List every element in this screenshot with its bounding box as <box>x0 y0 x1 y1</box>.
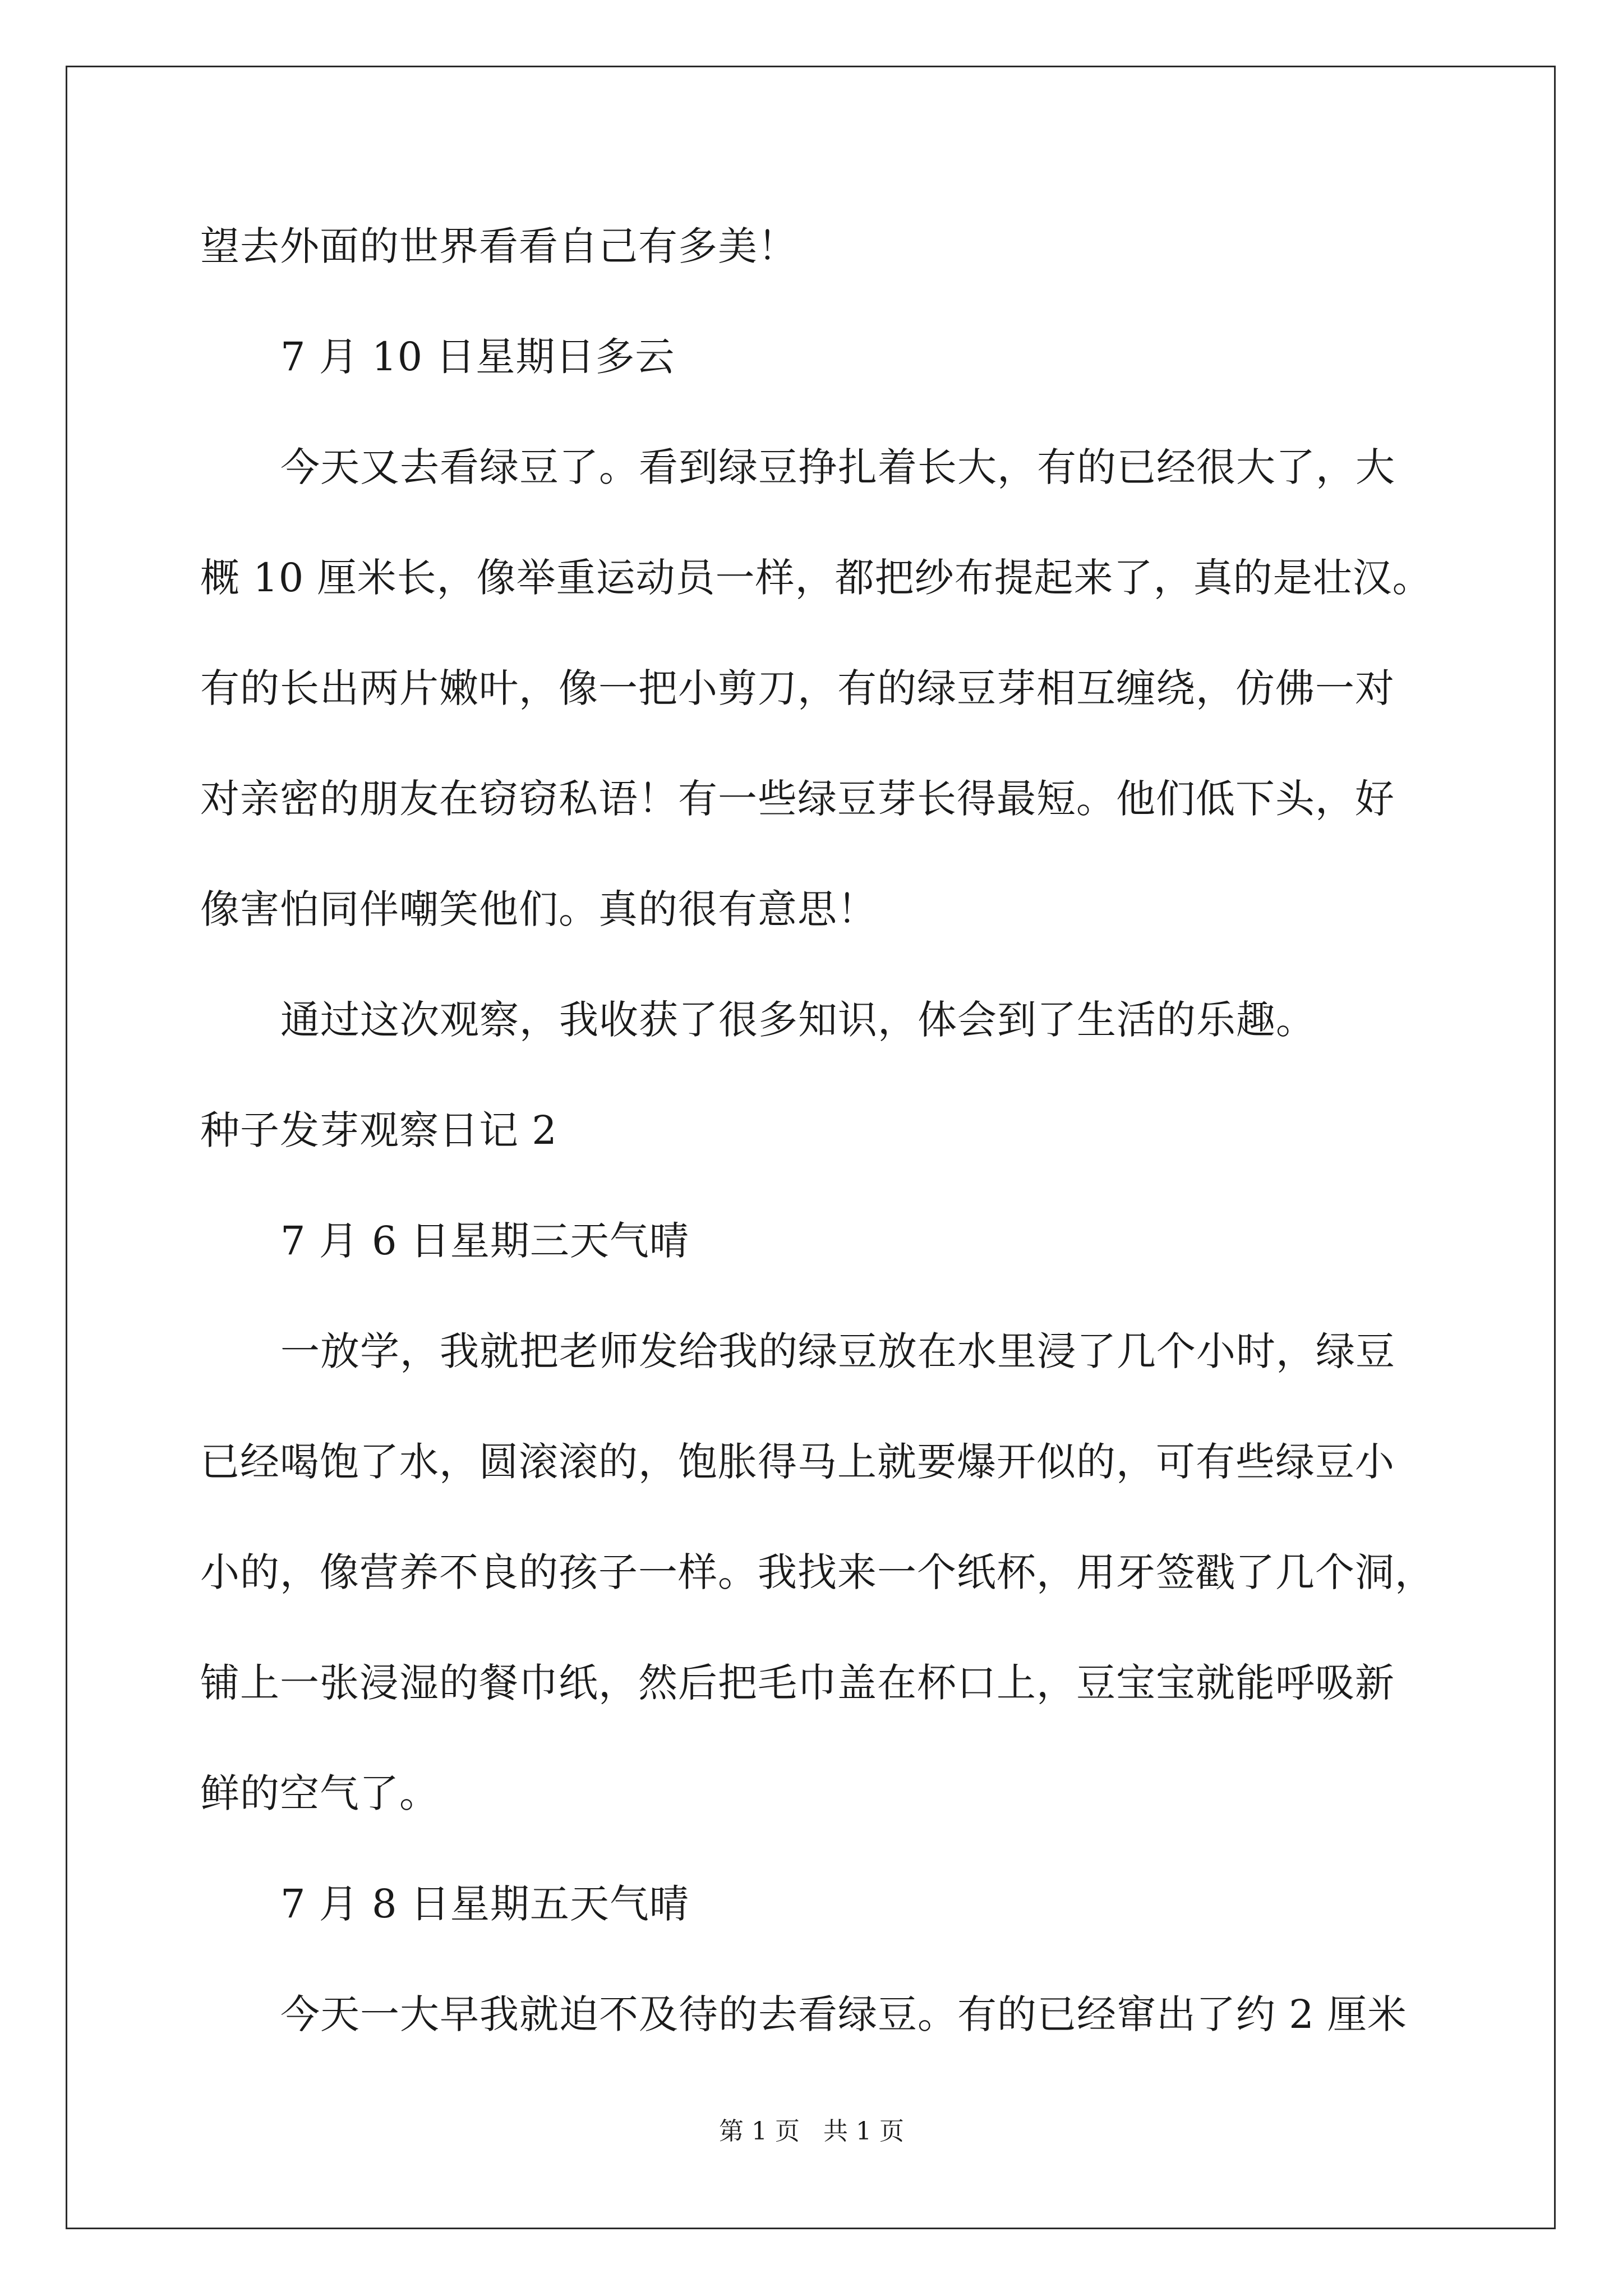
paragraph-line: 今天一大早我就迫不及待的去看绿豆。有的已经窜出了约 2 厘米 <box>280 1991 1408 2037</box>
paragraph-line: 铺上一张浸湿的餐巾纸，然后把毛巾盖在杯口上，豆宝宝就能呼吸新 <box>200 1660 1395 1706</box>
paragraph-line: 望去外面的世界看看自己有多美！ <box>200 223 797 269</box>
paragraph-line: 今天又去看绿豆了。看到绿豆挣扎着长大，有的已经很大了，大 <box>280 444 1395 490</box>
paragraph-line: 一放学，我就把老师发给我的绿豆放在水里浸了几个小时，绿豆 <box>280 1328 1395 1374</box>
diary-date-heading: 7 月 6 日星期三天气晴 <box>280 1218 689 1264</box>
section-title: 种子发芽观察日记 2 <box>200 1107 557 1153</box>
diary-date-heading: 7 月 10 日星期日多云 <box>280 334 675 380</box>
paragraph-line: 对亲密的朋友在窃窃私语！有一些绿豆芽长得最短。他们低下头，好 <box>200 776 1395 822</box>
paragraph-line: 有的长出两片嫩叶，像一把小剪刀，有的绿豆芽相互缠绕，仿佛一对 <box>200 665 1395 711</box>
page-footer <box>0 2115 1623 2148</box>
paragraph-line: 鲜的空气了。 <box>200 1770 439 1816</box>
paragraph-line: 已经喝饱了水，圆滚滚的，饱胀得马上就要爆开似的，可有些绿豆小 <box>200 1439 1395 1485</box>
paragraph-line: 小的，像营养不良的孩子一样。我找来一个纸杯，用牙签戳了几个洞， <box>200 1549 1435 1595</box>
paragraph-line: 概 10 厘米长，像举重运动员一样，都把纱布提起来了，真的是壮汉。 <box>200 555 1432 601</box>
paragraph-line: 像害怕同伴嘲笑他们。真的很有意思！ <box>200 886 877 932</box>
total-pages: 共 1 页 <box>823 2117 904 2146</box>
diary-date-heading: 7 月 8 日星期五天气晴 <box>280 1881 689 1927</box>
page-number: 第 1 页 <box>719 2117 800 2146</box>
paragraph-line: 通过这次观察，我收获了很多知识，体会到了生活的乐趣。 <box>280 997 1316 1043</box>
